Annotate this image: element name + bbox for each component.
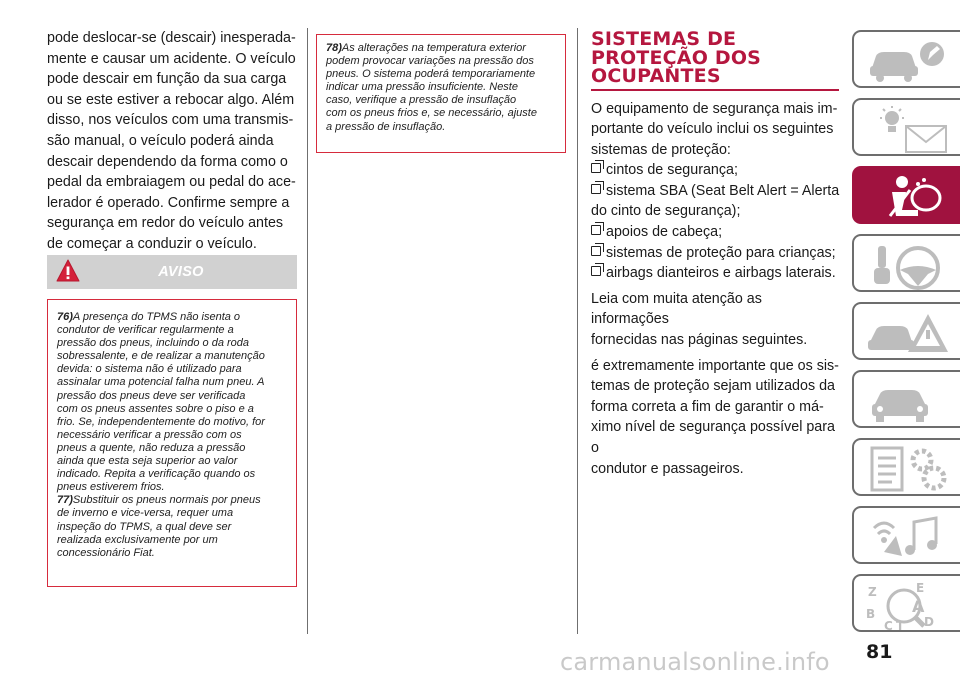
text-line: ximo nível de segurança possível para o <box>591 419 835 456</box>
text-line: de inverno e vice-versa, requer uma <box>57 507 234 520</box>
intro-paragraph <box>591 99 841 161</box>
text-line: condutor e passageiros. <box>591 460 744 477</box>
text-line: assinalar uma potencial falha num pneu. A <box>57 376 265 389</box>
text-line: caso, verifique a pressão de insuflação <box>326 94 517 107</box>
text-line: necessário verificar a pressão com os <box>57 428 242 441</box>
specifications-gears-icon <box>862 444 954 496</box>
text-line: sobressalente, e de realizar a manutenção <box>57 350 265 363</box>
list-item <box>591 222 841 243</box>
section-title <box>591 30 841 86</box>
text-line: ainda que esta seja superior ao valor <box>57 455 238 468</box>
tab-car-info[interactable] <box>852 30 960 88</box>
protection-systems-list <box>591 160 841 284</box>
paragraph-importance <box>591 356 841 480</box>
tab-specifications[interactable] <box>852 438 960 496</box>
car-maintenance-icon <box>862 376 954 428</box>
column-1-text <box>47 28 299 255</box>
text-line: Leia com muita atenção as informações <box>591 290 762 328</box>
text-line: mente e causar um acidente. O veículo <box>47 50 296 67</box>
text-line: segurança em redor do veículo antes <box>47 215 284 232</box>
list-item <box>591 263 841 284</box>
tab-safety[interactable] <box>852 166 960 224</box>
text-line: podem provocar variações na pressão dos <box>326 55 534 68</box>
note-number: 77) <box>57 494 73 507</box>
text-line: com os pneus assentes sobre o piso e a <box>57 402 254 415</box>
list-item-text: cintos de segurança; <box>606 162 738 179</box>
title-line: PROTEÇÃO DOS <box>591 46 762 69</box>
tab-emergencies[interactable] <box>852 302 960 360</box>
column-divider <box>577 28 578 634</box>
text-line: pode deslocar-se (descair) inesperada- <box>47 30 296 46</box>
text-line: Substituir os pneus normais por pneus <box>72 494 261 507</box>
text-line: frio. Se, independentemente do motivo, for <box>57 415 265 428</box>
list-item-text: apoios de cabeça; <box>606 224 723 241</box>
page-number: 81 <box>866 641 893 663</box>
bullet-icon <box>591 163 601 173</box>
tab-maintenance[interactable] <box>852 370 960 428</box>
list-item <box>591 243 841 264</box>
paragraph-rollback-warning <box>47 28 299 255</box>
text-line: pedal da embraiagem ou pedal do ace- <box>47 174 296 191</box>
breakdown-triangle-icon <box>862 308 954 360</box>
index-letter: D <box>924 615 934 629</box>
warning-header <box>47 255 297 289</box>
multimedia-icon <box>862 512 954 564</box>
text-line: temas de proteção sejam utilizados da <box>591 378 835 395</box>
bullet-icon <box>591 225 601 235</box>
note-number: 78) <box>326 42 342 54</box>
bullet-icon <box>591 266 601 276</box>
warning-box <box>47 299 297 587</box>
paragraph-read-carefully <box>591 289 841 351</box>
key-steering-wheel-icon <box>862 240 954 292</box>
text-line: pressão dos pneus deve ser verificada <box>57 389 246 402</box>
warning-title: AVISO <box>158 264 204 280</box>
index-letter: E <box>916 581 925 595</box>
text-line: de começar a conduzir o veículo. <box>47 235 257 252</box>
index-letter: B <box>866 607 876 621</box>
text-line: a pressão de insuflação. <box>326 120 446 133</box>
column-divider <box>307 28 308 634</box>
text-line: inspeção do TPMS, a qual deve ser <box>57 520 232 533</box>
list-item <box>591 160 841 181</box>
column-3-section <box>591 30 841 484</box>
text-line: pode descair em função da sua carga <box>47 71 287 88</box>
text-line: sistemas de proteção: <box>591 141 731 158</box>
note-78 <box>326 42 560 134</box>
text-line: é extremamente importante que os sis- <box>591 357 839 374</box>
text-line: devida: o sistema não é utilizado para <box>57 363 242 376</box>
text-line: descair dependendo da forma como o <box>47 153 288 170</box>
text-line: são manual, o veículo poderá ainda <box>47 132 274 149</box>
note-number: 76) <box>57 311 73 323</box>
text-line: portante do veículo inclui os seguintes <box>591 121 834 138</box>
list-item-text: do cinto de segurança); <box>591 203 741 220</box>
bullet-icon <box>591 246 601 256</box>
text-line: concessionário Fiat. <box>57 546 155 559</box>
text-line: ou se este estiver a rebocar algo. Além <box>47 91 295 108</box>
warning-lights-icon <box>862 104 954 156</box>
text-line: condutor de verificar regularmente a <box>57 324 234 337</box>
list-item-text: airbags dianteiros e airbags laterais. <box>606 265 836 282</box>
text-line: realizada exclusivamente por um <box>57 533 218 546</box>
bullet-icon <box>591 184 601 194</box>
title-underline <box>591 89 839 91</box>
index-letter: Z <box>868 585 877 599</box>
seatbelt-airbag-icon <box>862 172 954 224</box>
text-line: indicar uma pressão insuficiente. Neste <box>326 81 518 94</box>
warning-note-76 <box>57 311 290 494</box>
text-line: pneus. O sistema poderá temporariamente <box>326 68 536 81</box>
text-line: As alterações na temperatura exterior <box>341 42 526 54</box>
text-line: indicado. Repita a verificação quando os <box>57 468 256 481</box>
list-item <box>591 181 841 222</box>
list-item-text: sistemas de proteção para crianças; <box>606 244 836 261</box>
warning-note-77 <box>57 494 290 559</box>
text-line: lerador é operado. Confirme sempre a <box>47 194 290 211</box>
index-letter: T <box>896 619 905 632</box>
title-line: SISTEMAS DE <box>591 28 737 50</box>
watermark: carmanualsonline.info <box>560 648 830 676</box>
tab-multimedia[interactable] <box>852 506 960 564</box>
tab-index[interactable] <box>852 574 960 632</box>
list-item-text: sistema SBA (Seat Belt Alert = Alerta <box>606 182 840 199</box>
text-line: pneus estiverem frios. <box>57 481 165 494</box>
text-line: O equipamento de segurança mais im- <box>591 100 838 117</box>
text-line: forma correta a fim de garantir o má- <box>591 398 824 415</box>
text-line: disso, nos veículos com uma transmis- <box>47 112 294 129</box>
title-line: OCUPANTES <box>591 65 721 87</box>
text-line: pressão dos pneus, incluindo o da roda <box>57 337 250 350</box>
text-line: fornecidas nas páginas seguintes. <box>591 332 808 349</box>
note-78-box <box>316 34 566 153</box>
text-line: pneus a quente, não reduza a pressão <box>57 441 246 454</box>
index-letter: C <box>884 619 893 632</box>
text-line: com os pneus frios e, se necessário, ajuste <box>326 107 537 120</box>
index-letter: A <box>912 597 925 616</box>
index-letters-icon <box>862 580 954 632</box>
text-line: A presença do TPMS não isenta o <box>72 311 241 323</box>
tab-warning-lights[interactable] <box>852 98 960 156</box>
car-info-icon <box>862 36 954 84</box>
tab-starting-driving[interactable] <box>852 234 960 292</box>
